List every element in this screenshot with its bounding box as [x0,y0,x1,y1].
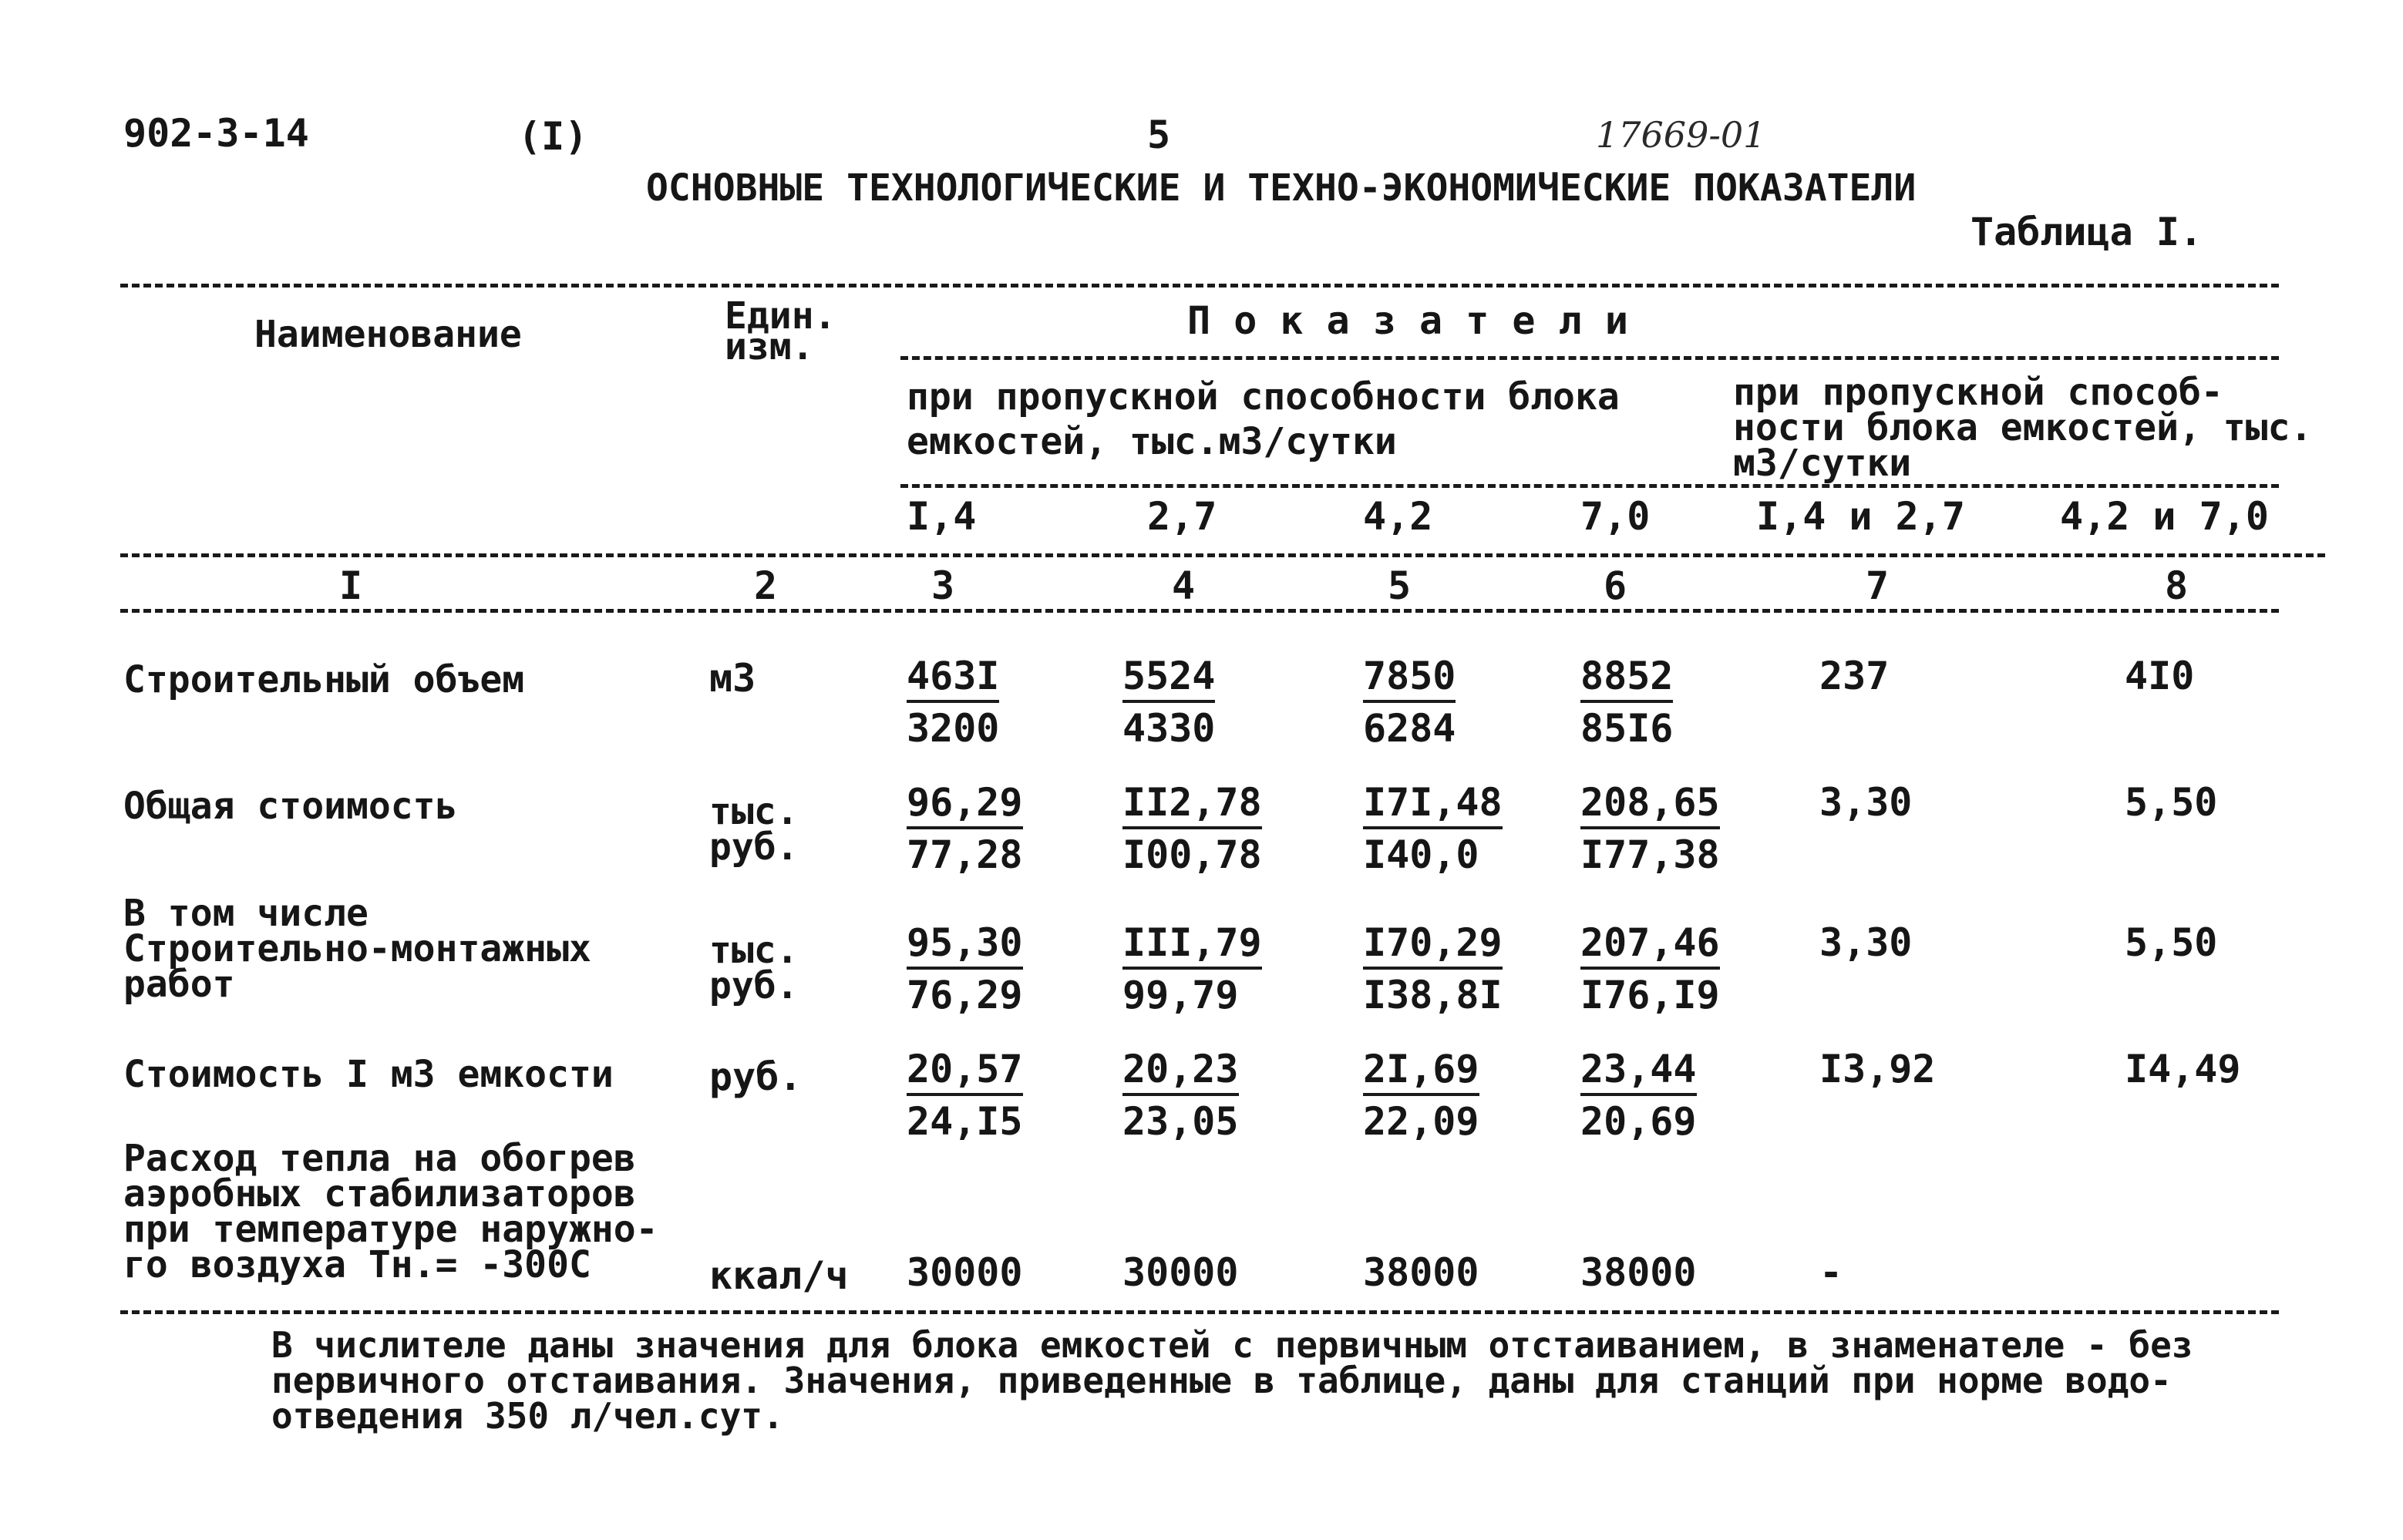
table-bottom-rule [120,1310,2279,1314]
column-number: 8 [2165,563,2189,608]
column-number: 4 [1172,563,1196,608]
denominator: 99,79 [1122,973,1239,1017]
denominator: I76,I9 [1580,973,1720,1017]
colnumbers-rule [120,609,2279,613]
numerator: 208,65 [1580,783,1720,829]
numerator: 5524 [1122,657,1215,703]
column-number: 6 [1604,563,1627,608]
fraction-value [1580,780,1720,877]
numerator: 23,44 [1580,1050,1697,1096]
denominator: 85I6 [1580,706,1674,751]
numerator: 463I [907,657,999,703]
plain-value: 38000 [1363,1250,1479,1295]
footnote: В числителе даны значения для блока емкостей с первичным отстаиванием, в знаменателе - без первичного отстаивания. Значения, приведенные в таблице, даны для станций при норме водо- отведения 350 л/чел.сут. [271,1324,2193,1437]
fraction-value [907,920,1023,1017]
fraction-value [1363,780,1503,877]
numerator: 20,23 [1122,1050,1239,1096]
group-header-2: при пропускной способ- ности блока емкостей, тыс. м3/сутки [1733,371,2313,485]
numerator: I7I,48 [1363,783,1503,829]
page-number: 5 [1147,113,1171,157]
subcols-rule [120,553,2325,557]
fraction-value [1363,1047,1479,1144]
fraction-value [907,780,1023,877]
table-label: Таблица I. [1971,210,2203,254]
indicators-rule [900,356,2279,360]
denominator: 24,I5 [907,1099,1023,1144]
document-part: (I) [518,114,588,159]
document-code: 902-3-14 [123,111,309,156]
denominator: 77,28 [907,832,1023,877]
column-number: 2 [754,563,778,608]
column-number: 5 [1388,563,1412,608]
row-name: Строительный объем [123,658,525,701]
denominator: 6284 [1363,706,1456,751]
numerator: 8852 [1580,657,1673,703]
column-header-name: Наименование [254,313,522,356]
handwritten-number: 17669-01 [1596,114,1766,156]
numerator: 2I,69 [1363,1050,1479,1096]
subcol-label: I,4 [907,494,977,539]
fraction-value [1580,1047,1697,1144]
denominator: 20,69 [1580,1099,1697,1144]
col7-value: 237 [1819,654,1890,698]
indicators-header: П о к а з а т е л и [1187,298,1628,343]
denominator: I40,0 [1363,832,1479,877]
fraction-value [1363,654,1456,751]
row-name: Расход тепла на обогрев аэробных стабилизаторов при температуре наружно- го воздуха Тн.= -300С [123,1137,658,1286]
row-unit: м3 [709,656,756,701]
numerator: 96,29 [907,783,1023,829]
plain-value: 30000 [1122,1250,1239,1295]
fraction-value [1363,920,1503,1017]
row-unit: ккал/ч [709,1253,849,1298]
numerator: 95,30 [907,923,1023,970]
denominator: 4330 [1122,706,1216,751]
plain-value: 38000 [1580,1250,1697,1295]
plain-value: 30000 [907,1250,1023,1295]
table-top-rule [120,284,2279,287]
fraction-value [1122,1047,1239,1144]
denominator: I38,8I [1363,973,1503,1017]
col8-value: I4,49 [2125,1047,2241,1091]
column-number: I [339,563,363,608]
row-unit: тыс. руб. [709,790,799,869]
denominator: 22,09 [1363,1099,1479,1144]
denominator: I77,38 [1580,832,1720,877]
numerator: III,79 [1122,923,1262,970]
numerator: 207,46 [1580,923,1720,970]
denominator: 3200 [907,706,1000,751]
fraction-value [907,1047,1023,1144]
fraction-value [1122,920,1262,1017]
col7-value: I3,92 [1819,1047,1936,1091]
row-unit: тыс. руб. [709,929,799,1007]
subcol-label: 7,0 [1580,494,1651,539]
numerator: 20,57 [907,1050,1023,1096]
col8-value: 5,50 [2125,920,2218,965]
numerator: 7850 [1363,657,1456,703]
numerator: I70,29 [1363,923,1503,970]
row-unit: руб. [709,1054,803,1099]
col7-value: 3,30 [1819,780,1913,825]
row-name: Стоимость I м3 емкости [123,1053,614,1096]
numerator: II2,78 [1122,783,1262,829]
document-title: ОСНОВНЫЕ ТЕХНОЛОГИЧЕСКИЕ И ТЕХНО-ЭКОНОМИЧЕСКИЕ ПОКАЗАТЕЛИ [646,166,1917,210]
col8-value: 4I0 [2125,654,2195,698]
fraction-value [1580,654,1674,751]
col8-value: 5,50 [2125,780,2218,825]
column-number: 7 [1866,563,1890,608]
fraction-value [1122,780,1262,877]
column-header-unit: Един. изм. [725,294,836,368]
fraction-value [907,654,1000,751]
groups-rule [900,484,2279,488]
fraction-value [1580,920,1720,1017]
group-header-1: при пропускной способности блока емкостей, тыс.м3/сутки [907,375,1620,463]
denominator: 76,29 [907,973,1023,1017]
denominator: I00,78 [1122,832,1262,877]
col7-value: 3,30 [1819,920,1913,965]
row-name: В том числе Строительно-монтажных работ [123,892,591,1006]
column-number: 3 [931,563,955,608]
subcol-label: 4,2 и 7,0 [2060,494,2269,539]
subcol-label: I,4 и 2,7 [1756,494,1965,539]
row-name: Общая стоимость [123,785,458,828]
denominator: 23,05 [1122,1099,1239,1144]
fraction-value [1122,654,1216,751]
col7-value: - [1819,1250,1843,1295]
subcol-label: 4,2 [1363,494,1433,539]
subcol-label: 2,7 [1147,494,1217,539]
